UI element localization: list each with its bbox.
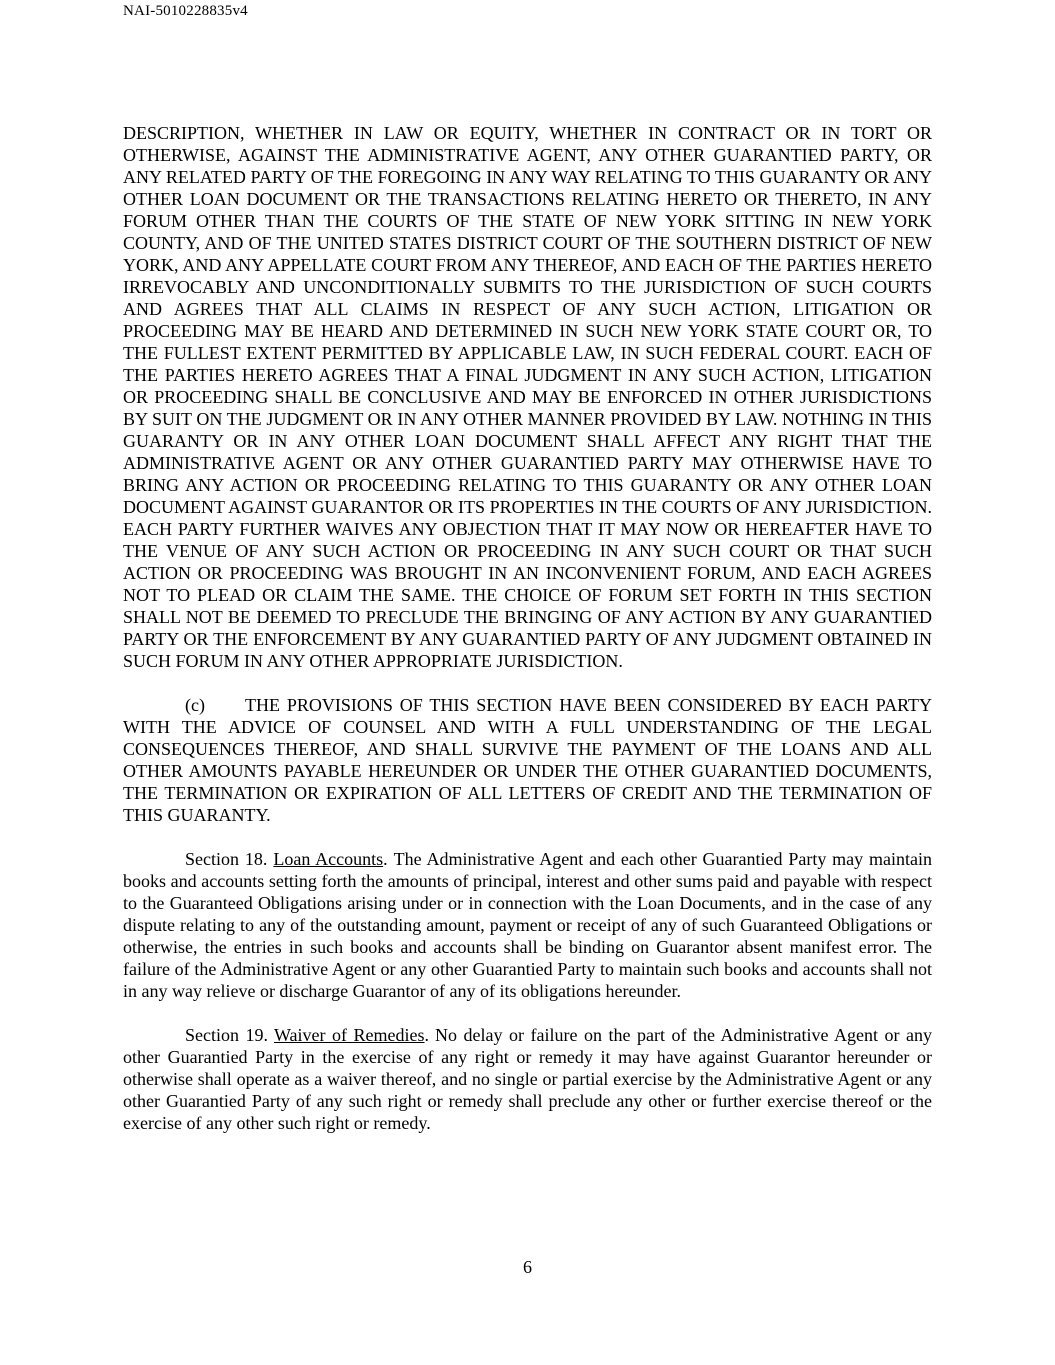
clause-c-label: (c) [185,695,205,715]
section-18-title: Loan Accounts [273,849,384,869]
section-18-paragraph [123,848,932,1002]
section-19-title: Waiver of Remedies [274,1025,425,1045]
continuation-paragraph: DESCRIPTION, WHETHER IN LAW OR EQUITY, WHETHER IN CONTRACT OR IN TORT OR OTHERWISE, AGAINST THE ADMINISTRATIVE AGENT, ANY OTHER GUARANTIED PARTY, OR ANY RELATED PARTY OF THE FOREGOING IN ANY WAY RELATING TO THIS GUARANTY OR ANY OTHER LOAN DOCUMENT OR THE TRANSACTIONS RELATING HERETO OR THERETO, IN ANY FORUM OTHER THAN THE COURTS OF THE STATE OF NEW YORK SITTING IN NEW YORK COUNTY, AND OF THE UNITED STATES DISTRICT COURT OF THE SOUTHERN DISTRICT OF NEW YORK, AND ANY APPELLATE COURT FROM ANY THEREOF, AND EACH OF THE PARTIES HERETO IRREVOCABLY AND UNCONDITIONALLY SUBMITS TO THE JURISDICTION OF SUCH COURTS AND AGREES THAT ALL CLAIMS IN RESPECT OF ANY SUCH ACTION, LITIGATION OR PROCEEDING MAY BE HEARD AND DETERMINED IN SUCH NEW YORK STATE COURT OR, TO THE FULLEST EXTENT PERMITTED BY APPLICABLE LAW, IN SUCH FEDERAL COURT. EACH OF THE PARTIES HERETO AGREES THAT A FINAL JUDGMENT IN ANY SUCH ACTION, LITIGATION OR PROCEEDING SHALL BE CONCLUSIVE AND MAY BE ENFORCED IN OTHER JURISDICTIONS BY SUIT ON THE JUDGMENT OR IN ANY OTHER MANNER PROVIDED BY LAW. NOTHING IN THIS GUARANTY OR IN ANY OTHER LOAN DOCUMENT SHALL AFFECT ANY RIGHT THAT THE ADMINISTRATIVE AGENT OR ANY OTHER GUARANTIED PARTY MAY OTHERWISE HAVE TO BRING ANY ACTION OR PROCEEDING RELATING TO THIS GUARANTY OR ANY OTHER LOAN DOCUMENT AGAINST GUARANTOR OR ITS PROPERTIES IN THE COURTS OF ANY JURISDICTION. EACH PARTY FURTHER WAIVES ANY OBJECTION THAT IT MAY NOW OR HEREAFTER HAVE TO THE VENUE OF ANY SUCH ACTION OR PROCEEDING IN ANY SUCH COURT OR THAT SUCH ACTION OR PROCEEDING WAS BROUGHT IN AN INCONVENIENT FORUM, AND EACH AGREES NOT TO PLEAD OR CLAIM THE SAME. THE CHOICE OF FORUM SET FORTH IN THIS SECTION SHALL NOT BE DEEMED TO PRECLUDE THE BRINGING OF ANY ACTION BY ANY GUARANTIED PARTY OR THE ENFORCEMENT BY ANY GUARANTIED PARTY OF ANY JUDGMENT OBTAINED IN SUCH FORUM IN ANY OTHER APPROPRIATE JURISDICTION. [123,123,932,671]
document-body [123,122,932,1156]
section-18-label: Section 18. [185,849,268,869]
section-18-text: The Administrative Agent and each other Guarantied Party may maintain books and accounts setting forth the amounts of principal, interest and other sums paid and payable with respect to the Guaranteed Obligations arising under or in connection with the Loan Documents, and in the case of any dispute relating to any of the outstanding amount, payment or receipt of any of such Guaranteed Obligations or otherwise, the entries in such books and accounts shall be binding on Guarantor absent manifest error. The failure of the Administrative Agent or any other Guarantied Party to maintain such books and accounts shall not in any way relieve or discharge Guarantor of any of its obligations hereunder. [123,849,932,1001]
section-19-paragraph [123,1024,932,1134]
section-18-title-period: . [383,849,388,869]
clause-c-paragraph [123,694,932,826]
section-19-title-period: . [424,1025,430,1045]
page-number: 6 [523,1257,532,1277]
document-id: NAI-5010228835v4 [123,3,248,19]
clause-c-text: THE PROVISIONS OF THIS SECTION HAVE BEEN CONSIDERED BY EACH PARTY WITH THE ADVICE OF COUNSEL AND WITH A FULL UNDERSTANDING OF THE LEGAL CONSEQUENCES THEREOF, AND SHALL SURVIVE THE PAYMENT OF THE LOANS AND ALL OTHER AMOUNTS PAYABLE HEREUNDER OR UNDER THE OTHER GUARANTIED DOCUMENTS, THE TERMINATION OR EXPIRATION OF ALL LETTERS OF CREDIT AND THE TERMINATION OF THIS GUARANTY. [123,695,932,825]
section-19-text: No delay or failure on the part of the Administrative Agent or any other Guarantied Party in the exercise of any right or remedy it may have against Guarantor hereunder or otherwise shall operate as a waiver thereof, and no single or partial exercise by the Administrative Agent or any other Guarantied Party of any such right or remedy shall preclude any other or further exercise thereof or the exercise of any other such right or remedy. [123,1025,932,1133]
section-19-label: Section 19. [185,1025,268,1045]
